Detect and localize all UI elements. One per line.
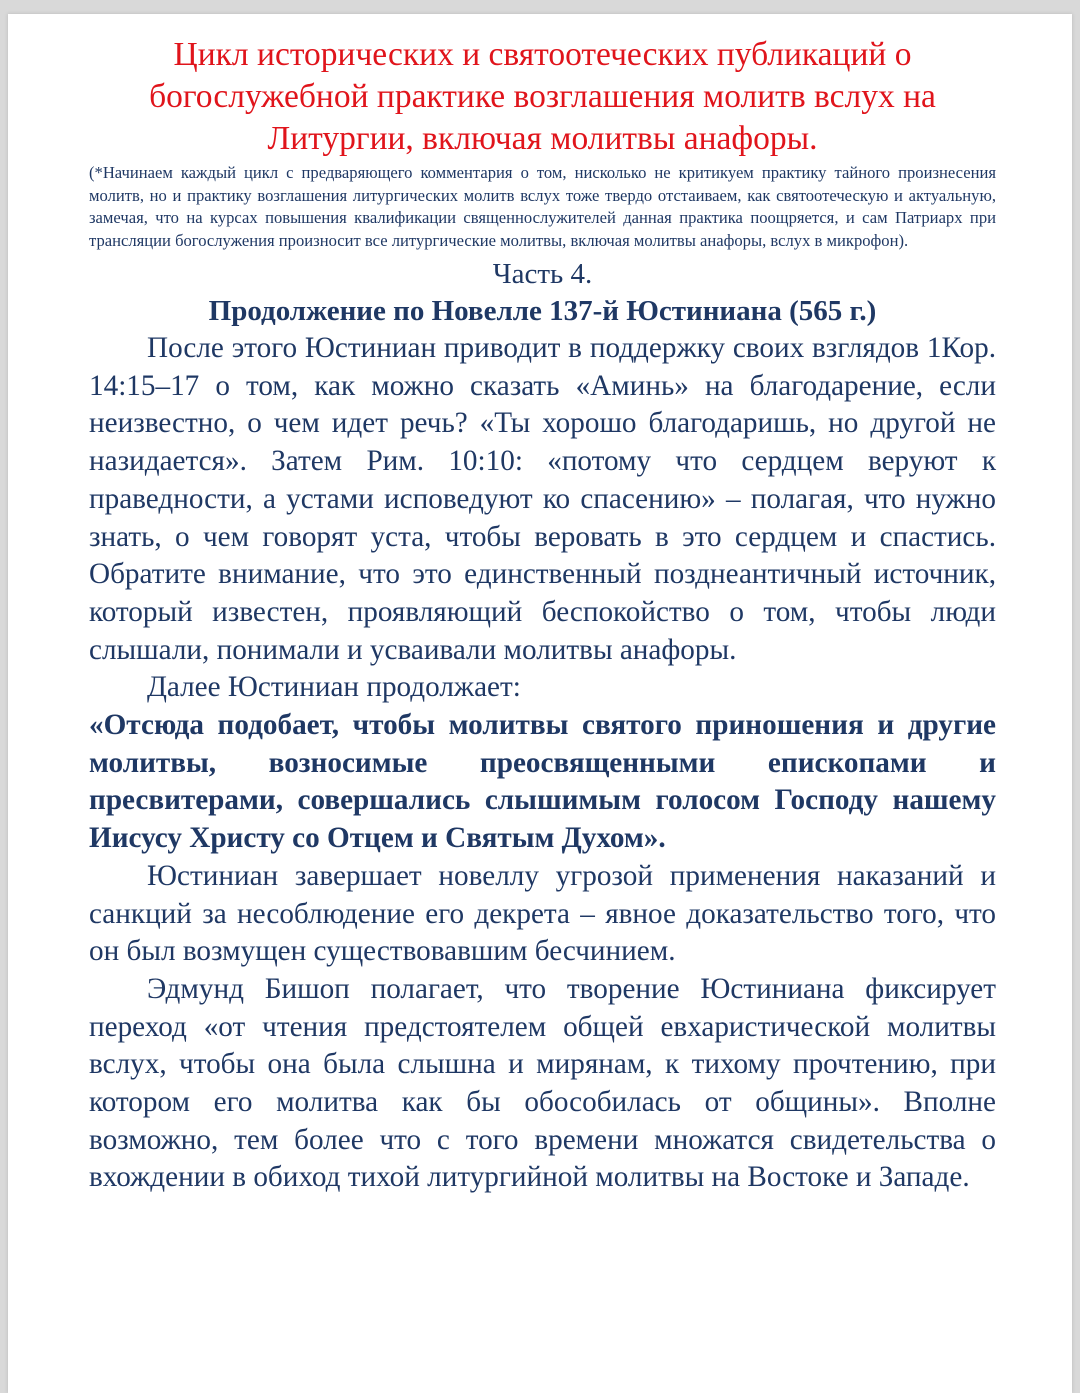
intro-note: (*Начинаем каждый цикл с предваряющего комментария о том, нисколько не критикуем практику тайного произнесения молитв, но и практику возглашения литургических молитв вслух тоже твердо отстаиваем, как святоотеческую и актуальную, замечая, что на курсах повышения квалификации священнослужителей данная практика поощряется, и сам Патриарх при трансляции богослужения произносит все литургические молитвы, включая молитвы анафоры, вслух в микрофон).: [89, 163, 996, 250]
paragraph-2: Далее Юстиниан продолжает:: [147, 671, 521, 704]
paragraph-1: После этого Юстиниан приводит в поддержку своих взглядов 1Кор. 14:15–17 о том, как можно сказать «Аминь» на благодарение, если неизвестно, о чем идет речь? «Ты хорошо благодаришь, но другой не назидается». Затем Рим. 10:10: «потому что сердцем веруют к праведности, а устами исповедуют ко спасению» – полагая, что нужно знать, о чем говорят уста, чтобы веровать в это сердцем и спастись. Обратите внимание, что это единственный позднеантичный источник, который известен, проявляющий беспокойство о том, чтобы люди слышали, понимали и усваивали молитвы анафоры.: [89, 332, 996, 666]
document-content: [89, 34, 996, 1197]
section-subtitle: Продолжение по Новелле 137-й Юстиниана (565 г.): [208, 295, 877, 327]
document-title: Цикл исторических и святоотеческих публикаций о богослужебной практике возглашения молитв вслух на Литургии, включая молитвы анафоры.: [149, 36, 936, 157]
document-page: [8, 14, 1072, 1393]
quote-paragraph: «Отсюда подобает, чтобы молитвы святого приношения и другие молитвы, возносимые преосвященными епископами и пресвитерами, совершались слышимым голосом Господу нашему Иисусу Христу со Отцем и Святым Духом».: [89, 709, 996, 855]
part-heading: Часть 4.: [492, 258, 593, 290]
paragraph-4: Юстиниан завершает новеллу угрозой применения наказаний и санкций за несоблюдение его декрета – явное доказательство того, что он был возмущен существовавшим бесчинием.: [89, 859, 996, 968]
paragraph-5: Эдмунд Бишоп полагает, что творение Юстиниана фиксирует переход «от чтения предстоятелем общей евхаристической молитвы вслух, чтобы она была слышна и мирянам, к тихому прочтению, при котором его молитва как бы обособилась от общины». Вполне возможно, тем более что с того времени множатся свидетельства о вхождении в обиход тихой литургийной молитвы на Востоке и Западе.: [89, 972, 996, 1194]
